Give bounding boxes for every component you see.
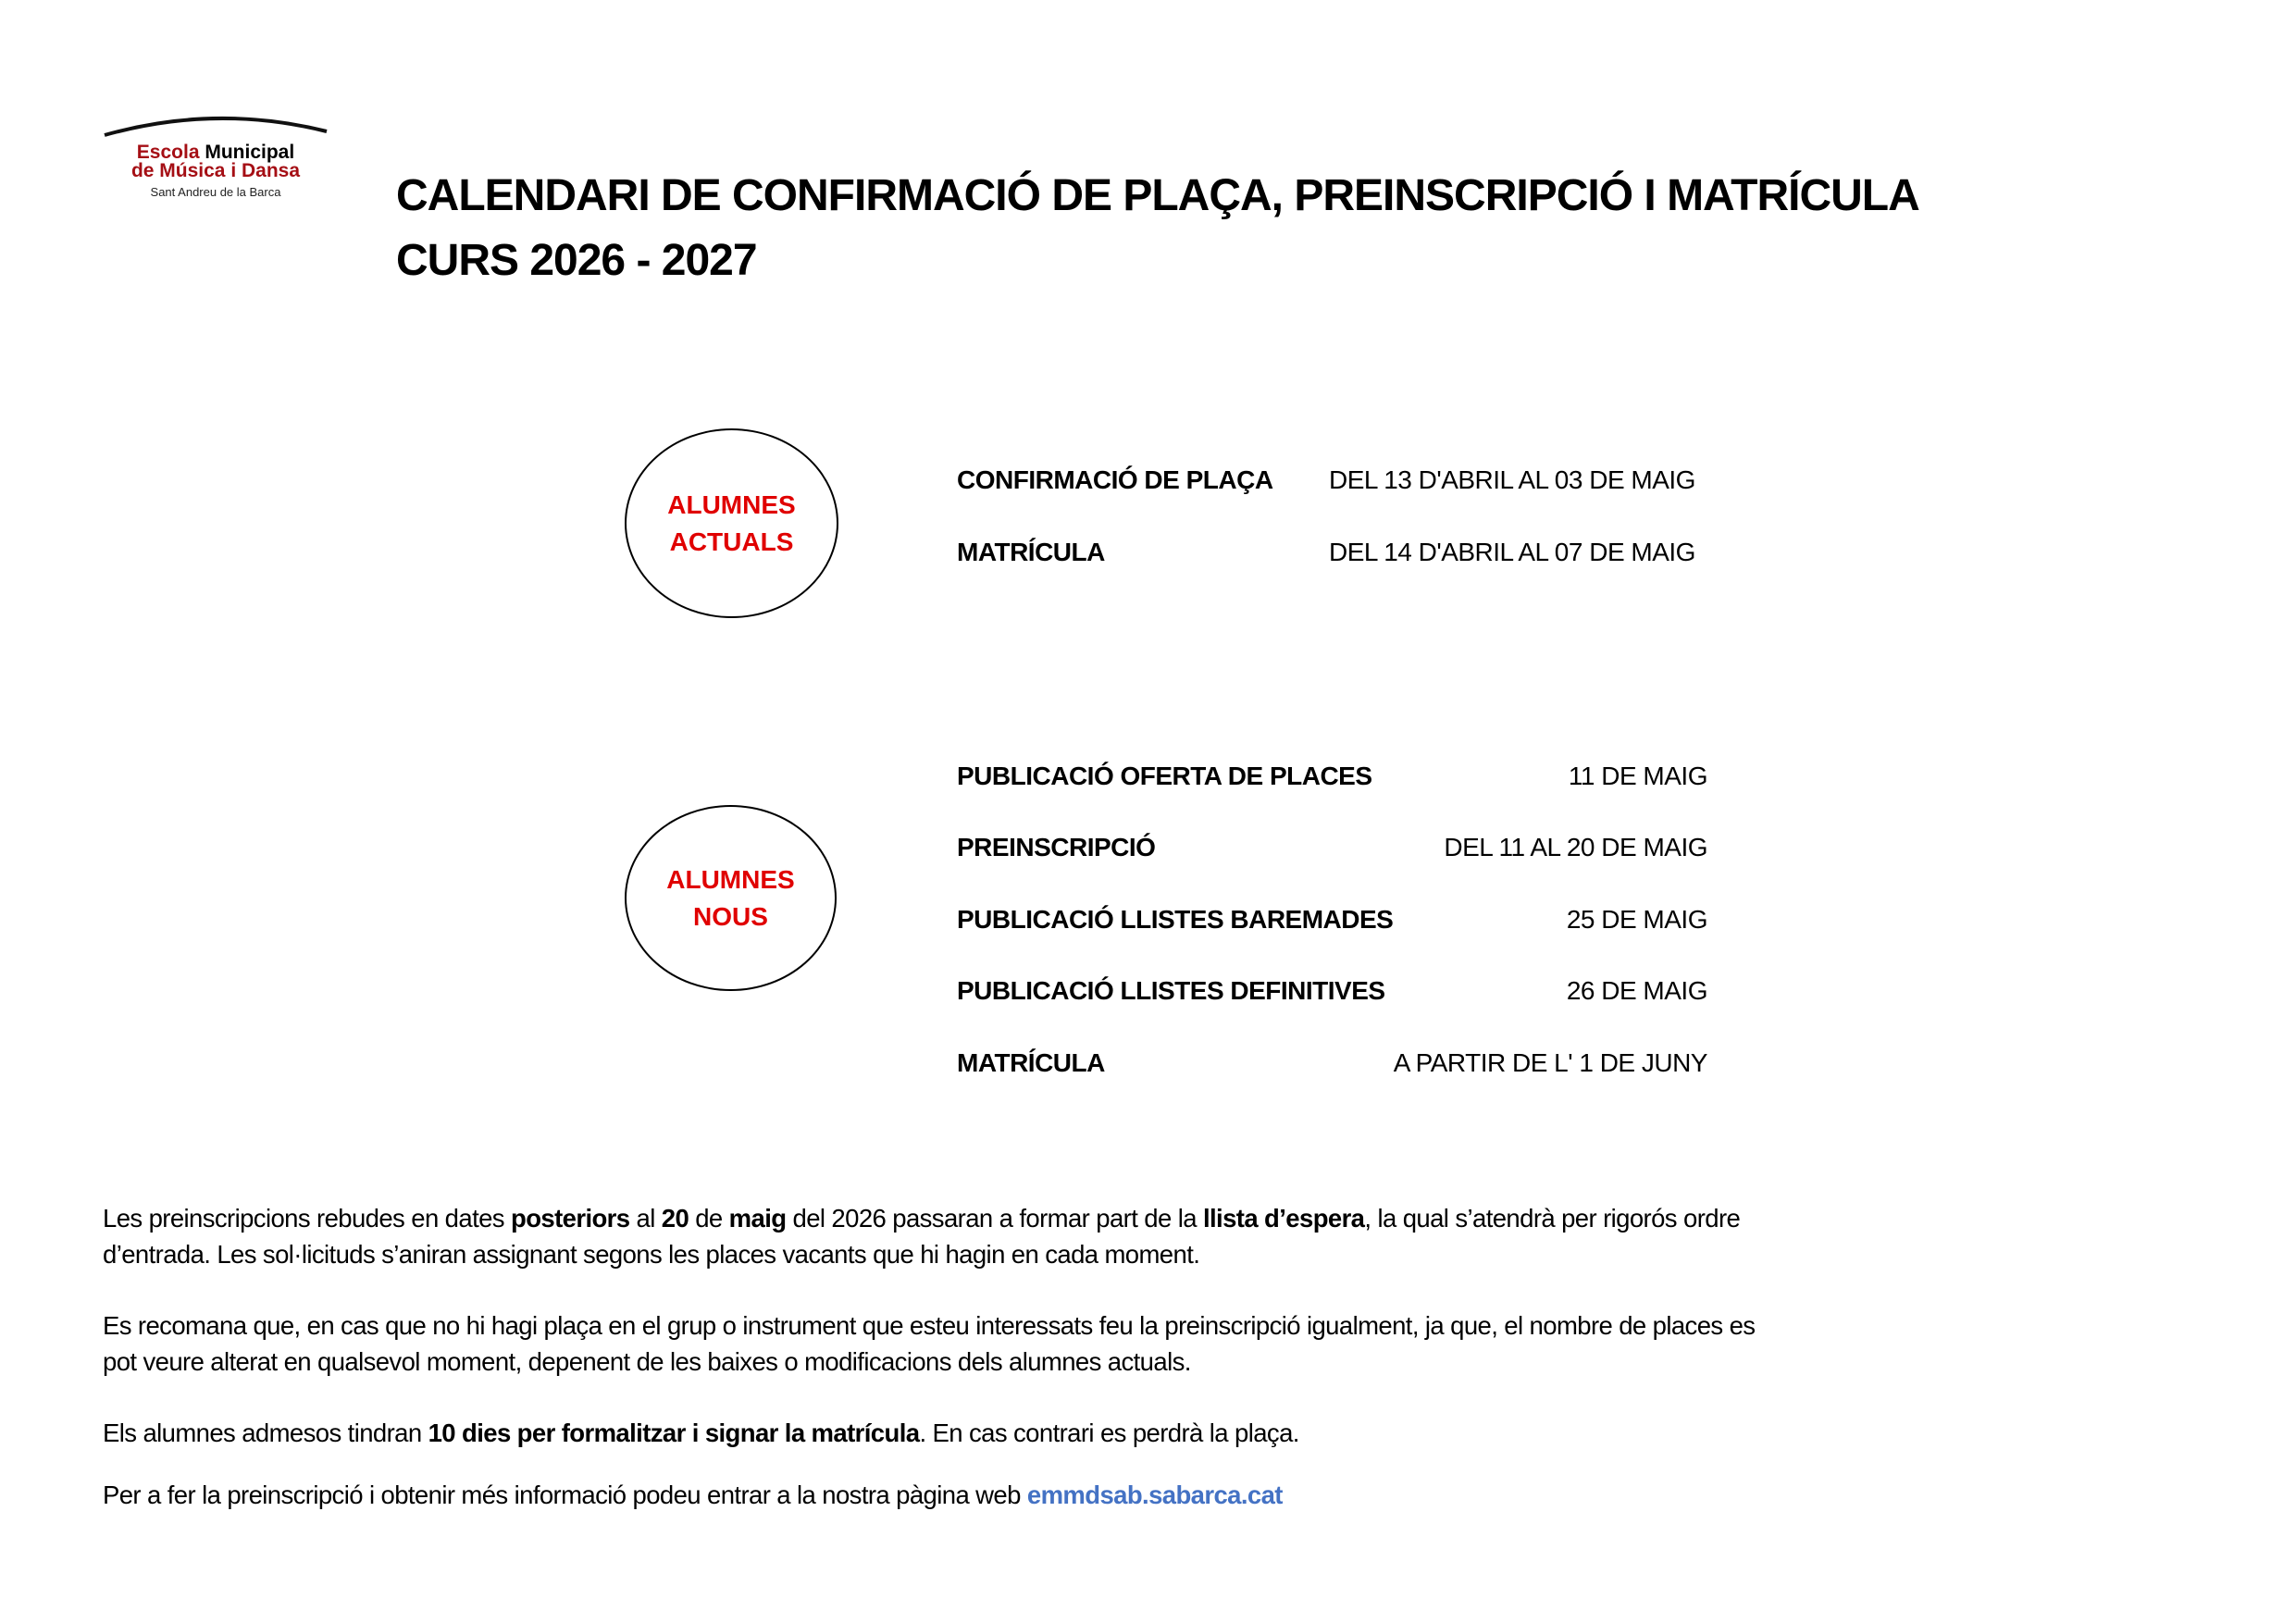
row-label: PUBLICACIÓ OFERTA DE PLACES — [957, 762, 1372, 790]
logo-line2: de Música i Dansa — [130, 160, 301, 181]
row-date: DEL 14 D'ABRIL AL 07 DE MAIG — [1329, 538, 1695, 566]
bold-text: maig — [728, 1204, 787, 1233]
text: , la qual s’atendrà per rigorós ordre d’entrada. Les sol·licituds s’aniran assignant segons les places vacants que hi hagin en cada moment. — [103, 1204, 1741, 1269]
row-date: DEL 13 D'ABRIL AL 03 DE MAIG — [1329, 465, 1695, 494]
bold-text: 10 dies per formalitzar i signar la matrícula — [428, 1419, 920, 1447]
note-waiting-list — [103, 1200, 1769, 1272]
row-date: 11 DE MAIG — [1568, 762, 1707, 790]
row-label: PUBLICACIÓ LLISTES DEFINITIVES — [957, 976, 1385, 1005]
note-deadline — [103, 1415, 1769, 1451]
logo-escola: Escola — [136, 142, 200, 163]
bold-text: 20 — [661, 1204, 689, 1233]
page-subtitle: CURS 2026 - 2027 — [396, 236, 757, 285]
logo-arc-icon — [100, 111, 331, 139]
row-label: MATRÍCULA — [957, 538, 1105, 566]
logo-line3: Sant Andreu de la Barca — [150, 185, 281, 199]
bold-text: posteriors — [511, 1204, 630, 1233]
row-label: MATRÍCULA — [957, 1048, 1105, 1077]
badge-line2: NOUS — [693, 901, 768, 931]
website-link[interactable]: emmdsab.sabarca.cat — [1026, 1481, 1283, 1509]
badge-line1: ALUMNES — [667, 489, 796, 519]
school-logo — [100, 111, 331, 208]
row-label: CONFIRMACIÓ DE PLAÇA — [957, 465, 1273, 494]
note-website — [103, 1477, 1769, 1513]
text: Els alumnes admesos tindran — [103, 1419, 428, 1447]
row-date: A PARTIR DE L' 1 DE JUNY — [1393, 1048, 1707, 1077]
note-recommendation: Es recomana que, en cas que no hi hagi plaça en el grup o instrument que esteu interessats feu la preinscripció igualment, ja que, el nombre de places es pot veure alterat en qualsevol moment, depenent de les baixes o modificacions dels alumnes actuals. — [103, 1311, 1756, 1376]
text: al — [629, 1204, 662, 1233]
text: Per a fer la preinscripció i obtenir més informació podeu entrar a la nostra pàgina web — [103, 1481, 1027, 1509]
row-date: DEL 11 AL 20 DE MAIG — [1444, 833, 1707, 861]
row-date: 25 DE MAIG — [1566, 905, 1707, 934]
row-date: 26 DE MAIG — [1566, 976, 1707, 1005]
row-label: PREINSCRIPCIÓ — [957, 833, 1156, 861]
text: de — [689, 1204, 729, 1233]
page-title: CALENDARI DE CONFIRMACIÓ DE PLAÇA, PREINSCRIPCIÓ I MATRÍCULA — [396, 171, 1919, 220]
bold-text: llista d’espera — [1202, 1204, 1365, 1233]
current-students-badge — [625, 428, 838, 618]
badge-line2: ACTUALS — [669, 527, 794, 556]
text: . En cas contrari es perdrà la plaça. — [919, 1419, 1299, 1447]
new-students-badge — [625, 805, 837, 991]
logo-municipal: Municipal — [205, 142, 295, 163]
text: del 2026 passaran a formar part de la — [786, 1204, 1203, 1233]
text: Les preinscripcions rebudes en dates — [103, 1204, 511, 1233]
badge-line1: ALUMNES — [666, 864, 795, 894]
row-label: PUBLICACIÓ LLISTES BAREMADES — [957, 905, 1394, 934]
